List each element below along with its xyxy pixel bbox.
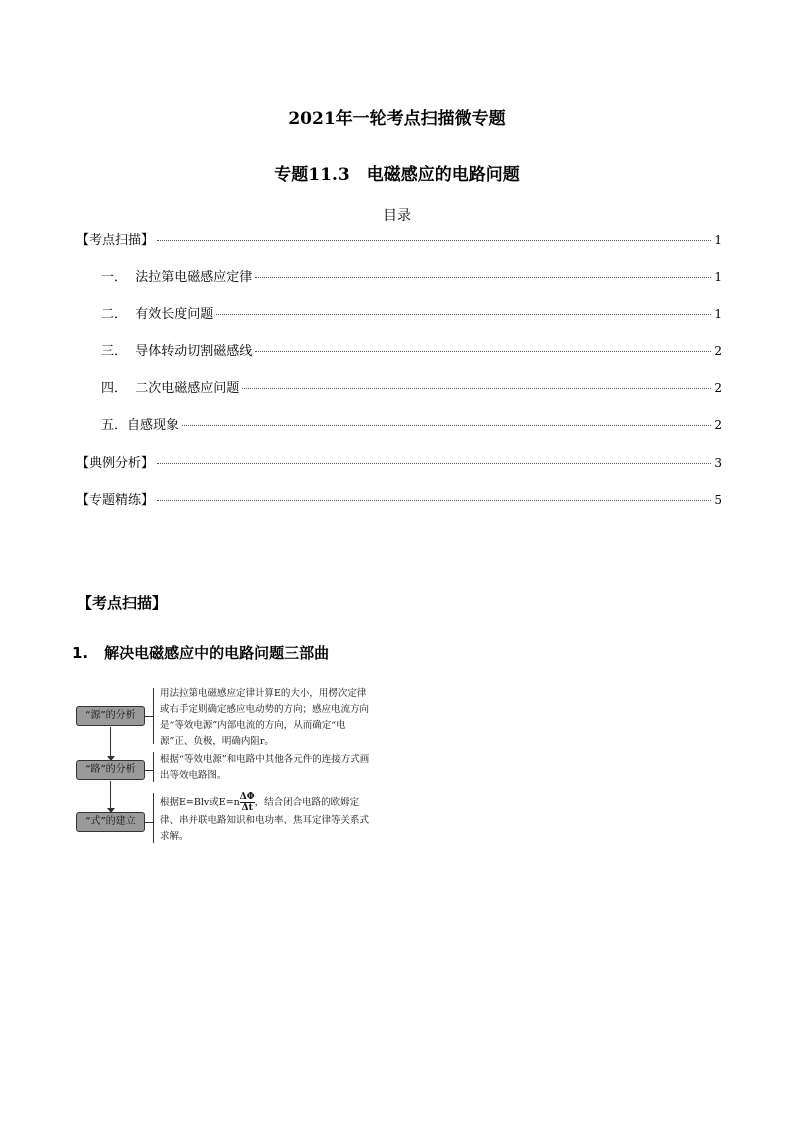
- connector: [144, 770, 153, 771]
- toc-item-page: 1: [714, 307, 722, 321]
- toc-item[interactable]: [101, 303, 722, 321]
- toc-item-label: 五．自感现象: [101, 418, 180, 433]
- bracket: [153, 752, 154, 782]
- toc-leader: [157, 240, 711, 241]
- flow-desc-equation: [160, 792, 372, 845]
- toc-item-page: 2: [714, 344, 722, 358]
- document-subtitle: 专题11.3 电磁感应的电路问题: [274, 165, 520, 185]
- toc-item-page: 3: [714, 456, 722, 470]
- toc-item-page: 2: [714, 381, 722, 395]
- subtitle-number: 1.: [72, 644, 89, 662]
- toc-leader: [255, 277, 711, 278]
- toc-leader: [157, 463, 711, 464]
- toc-item-label: 一． 法拉第电磁感应定律: [101, 270, 253, 285]
- toc-leader: [157, 500, 711, 501]
- desc-prefix: 根据E=Blv或E=n: [160, 797, 240, 808]
- toc-leader: [182, 425, 711, 426]
- flow-desc-circuit: 根据“等效电源”和电路中其他各元件的连接方式画出等效电路图。: [160, 754, 370, 781]
- toc-item[interactable]: [76, 229, 722, 247]
- flow-box-source: “源”的分析: [76, 706, 145, 726]
- toc-item-page: 1: [714, 270, 722, 284]
- connector: [144, 716, 153, 717]
- fraction-denominator: Δt: [241, 803, 253, 813]
- flow-arrow: [110, 781, 111, 809]
- section-subtitle: [72, 642, 329, 663]
- bracket: [153, 688, 154, 744]
- fraction-numerator: ΔΦ: [239, 792, 255, 802]
- flow-box-equation: “式”的建立: [76, 812, 145, 832]
- toc-item-label: 【典例分析】: [76, 456, 155, 471]
- toc-item-page: 1: [714, 233, 722, 247]
- fraction: [240, 792, 255, 813]
- bracket: [153, 793, 154, 843]
- subtitle-text: 解决电磁感应中的电路问题三部曲: [104, 644, 330, 662]
- toc-item-label: 【考点扫描】: [76, 233, 155, 248]
- toc-item-page: 2: [714, 418, 722, 432]
- flow-desc-source: 用法拉第电磁感应定律计算E的大小，用楞次定律或右手定则确定感应电动势的方向；感应电流方向是“等效电源”内部电流的方向，从而确定“电源”正、负极，明确内阻r。: [160, 688, 370, 747]
- toc-item-label: 四． 二次电磁感应问题: [101, 381, 240, 396]
- toc-item-label: 三． 导体转动切割磁感线: [101, 344, 253, 359]
- toc-item[interactable]: [101, 414, 722, 432]
- toc-leader: [242, 388, 711, 389]
- desc-suffix: ，结合闭合电路的欧姆定律、串并联电路知识和电功率、焦耳定律等关系式求解。: [160, 797, 370, 842]
- section-title: 【考点扫描】: [77, 594, 168, 612]
- flow-box-circuit: “路”的分析: [76, 760, 145, 780]
- toc-leader: [255, 351, 711, 352]
- toc-item[interactable]: [76, 452, 722, 470]
- flow-arrow: [110, 727, 111, 756]
- toc-item-label: 二． 有效长度问题: [101, 307, 214, 322]
- document-title: 2021年一轮考点扫描微专题: [288, 109, 506, 129]
- toc-item-page: 5: [714, 493, 722, 507]
- toc-heading: 目录: [383, 208, 411, 224]
- toc-item[interactable]: [101, 377, 722, 395]
- toc-item[interactable]: [101, 340, 722, 358]
- toc-item[interactable]: [76, 489, 722, 507]
- toc-item-label: 【专题精练】: [76, 493, 155, 508]
- toc-item[interactable]: [101, 266, 722, 284]
- toc-leader: [216, 314, 711, 315]
- connector: [144, 822, 153, 823]
